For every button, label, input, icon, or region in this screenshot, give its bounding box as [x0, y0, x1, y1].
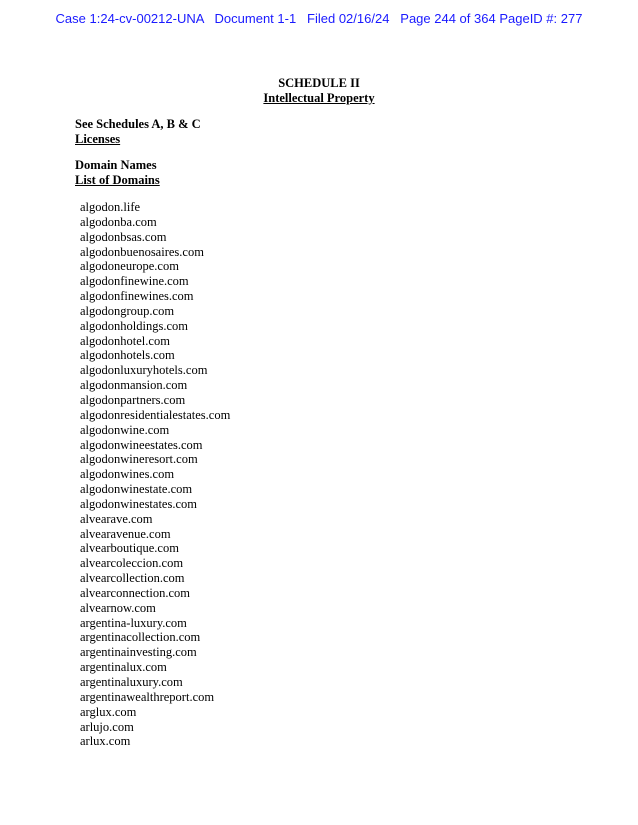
licenses-label: Licenses	[75, 132, 121, 146]
schedule-subtitle: Intellectual Property	[263, 91, 375, 105]
domain-item: algodonwineestates.com	[80, 437, 203, 452]
domain-item: alvearcollection.com	[80, 571, 185, 586]
domain-item: algodonwines.com	[80, 467, 175, 482]
domain-item: algodonholdings.com	[80, 318, 188, 333]
domain-item: argentinaluxury.com	[80, 675, 183, 689]
domain-item: argentinalux.com	[80, 660, 167, 675]
domain-item: algodonba.com	[80, 214, 157, 229]
domain-item: algodonhotel.com	[80, 333, 170, 348]
domain-item: algodongroup.com	[80, 303, 175, 318]
domain-item: alvearboutique.com	[80, 541, 179, 556]
domain-item: algodonmansion.com	[80, 378, 188, 393]
licenses-note: See Schedules A, B & C	[75, 117, 201, 131]
domain-item: algodonfinewine.com	[80, 274, 189, 289]
court-filing-header	[0, 11, 638, 26]
domains-heading: Domain Names	[75, 158, 157, 172]
domains-label: List of Domains	[75, 173, 160, 187]
domain-item: algodonwineresort.com	[80, 452, 198, 467]
domain-item: arlux.com	[80, 734, 131, 749]
domain-item: algodonfinewines.com	[80, 289, 194, 304]
domain-item: algodonluxuryhotels.com	[80, 363, 208, 378]
case-number: Case 1:24-cv-00212-UNA	[55, 11, 204, 26]
domain-item: algodonwinestate.com	[80, 482, 193, 497]
domain-item: argentina-luxury.com	[80, 615, 187, 630]
schedule-title: SCHEDULE II	[278, 76, 360, 90]
domain-item: alvearnow.com	[80, 600, 156, 615]
domain-list	[80, 200, 230, 749]
page-id: PageID #: 277	[499, 11, 583, 26]
domain-item: algodonbuenosaires.com	[80, 244, 204, 259]
page-count: Page 244 of 364	[400, 11, 496, 26]
domain-item: arglux.com	[80, 704, 137, 719]
domain-item: argentinainvesting.com	[80, 645, 197, 660]
domain-item: argentinacollection.com	[80, 630, 201, 645]
document-number: Document 1-1	[214, 11, 297, 26]
domain-item: alvearconnection.com	[80, 585, 191, 600]
domain-item: arlujo.com	[80, 719, 134, 734]
domain-item: algodonwinestates.com	[80, 496, 197, 511]
domain-item: algodonbsas.com	[80, 229, 167, 244]
domain-item: alvearavenue.com	[80, 526, 171, 541]
domain-item: argentinawealthreport.com	[80, 689, 215, 704]
domain-item: alvearcoleccion.com	[80, 556, 184, 571]
domain-item: algodoneurope.com	[80, 259, 179, 274]
domain-item: algodonresidentialestates.com	[80, 407, 231, 422]
domain-item: algodonhotels.com	[80, 348, 175, 363]
domain-item: alvearave.com	[80, 511, 153, 526]
domain-item: algodonwine.com	[80, 422, 170, 437]
filed-date: Filed 02/16/24	[307, 11, 390, 26]
domain-item: algodon.life	[80, 200, 141, 214]
domain-item: algodonpartners.com	[80, 392, 186, 407]
